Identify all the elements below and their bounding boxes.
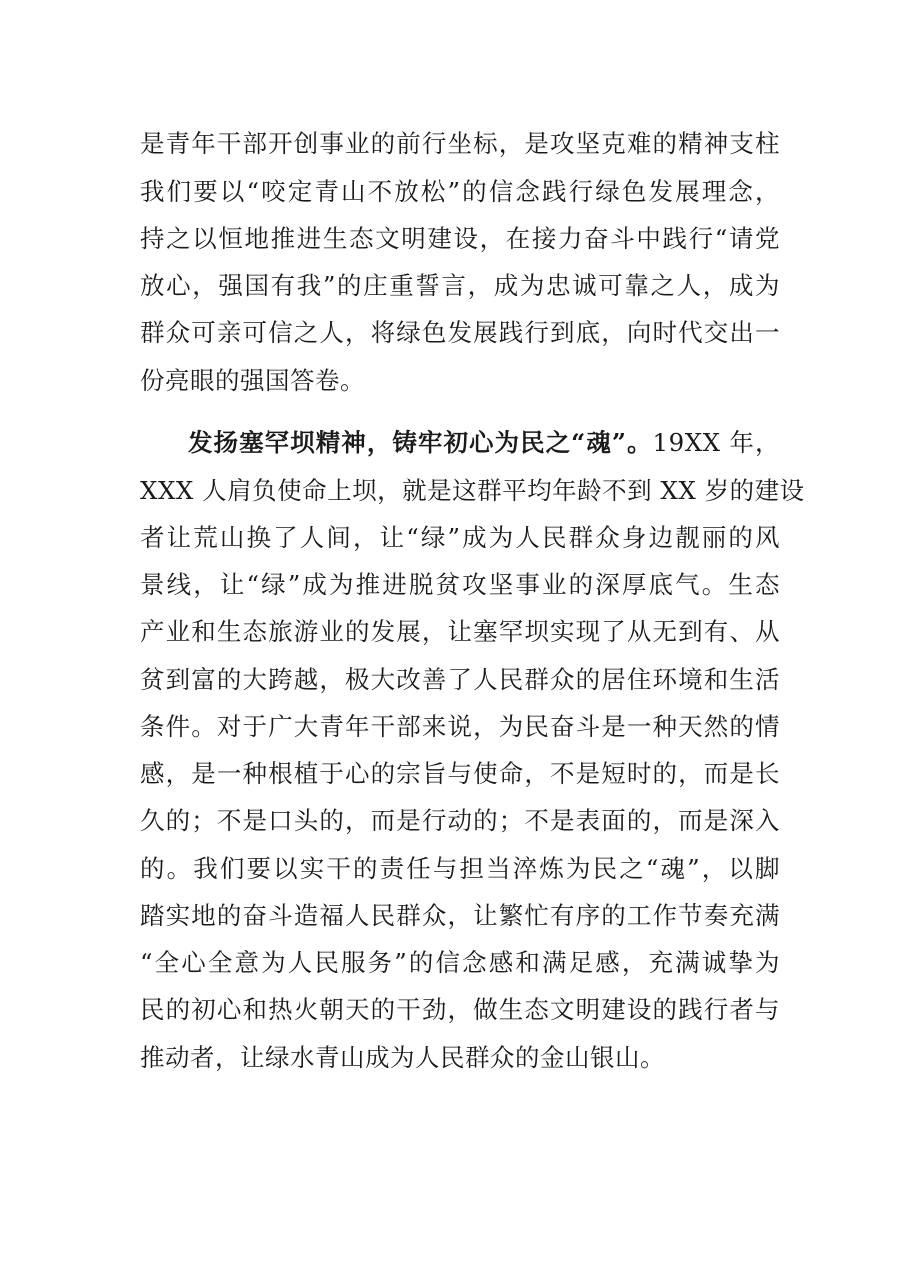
paragraph-2-line-3: 者让荒山换了人间，让“绿”成为人民群众身边靓丽的风 [140, 523, 780, 552]
paragraph-1-line-4: 放心，强国有我”的庄重誓言，成为忠诚可靠之人，成为 [140, 271, 780, 300]
paragraph-2-line-5: 产业和生态旅游业的发展，让塞罕坝实现了从无到有、从 [140, 617, 780, 646]
paragraph-2-line-2: XXX 人肩负使命上坝，就是这群平均年龄不到 XX 岁的建设 [140, 476, 805, 505]
paragraph-2-line-14: 推动者，让绿水青山成为人民群众的金山银山。 [140, 1043, 665, 1072]
paragraph-2-line-13: 民的初心和热火朝天的干劲，做生态文明建设的践行者与 [140, 995, 780, 1024]
paragraph-2-line-7: 条件。对于广大青年干部来说，为民奋斗是一种天然的情 [140, 712, 780, 741]
paragraph-2-line-10: 的。我们要以实干的责任与担当淬炼为民之“魂”，以脚 [140, 854, 780, 883]
paragraph-2-line-8: 感，是一种根植于心的宗旨与使命，不是短时的，而是长 [140, 759, 780, 788]
paragraph-2-line-6: 贫到富的大跨越，极大改善了人民群众的居住环境和生活 [140, 665, 780, 694]
paragraph-2-line-11: 踏实地的奋斗造福人民群众，让繁忙有序的工作节奏充满 [140, 901, 780, 930]
paragraph-2-line-12: “全心全意为人民服务”的信念感和满足感，充满诚挚为 [140, 948, 780, 977]
paragraph-2-heading-tail: 19XX 年， [652, 428, 780, 457]
paragraph-1-line-3: 持之以恒地推进生态文明建设，在接力奋斗中践行“请党 [140, 224, 780, 253]
paragraph-2-heading: 发扬塞罕坝精神，铸牢初心为民之“魂”。 [188, 428, 653, 457]
paragraph-1-line-1: 是青年干部开创事业的前行坐标，是攻坚克难的精神支柱 [140, 129, 780, 158]
paragraph-2-line-1 [188, 423, 780, 463]
paragraph-2-line-9: 久的；不是口头的，而是行动的；不是表面的，而是深入 [140, 806, 780, 835]
paragraph-1-line-6: 份亮眼的强国答卷。 [140, 366, 365, 395]
paragraph-2-line-4: 景线，让“绿”成为推进脱贫攻坚事业的深厚底气。生态 [140, 570, 780, 599]
paragraph-1-line-5: 群众可亲可信之人，将绿色发展践行到底，向时代交出一 [140, 318, 780, 347]
paragraph-1-line-2: 我们要以“咬定青山不放松”的信念践行绿色发展理念， [140, 177, 780, 206]
